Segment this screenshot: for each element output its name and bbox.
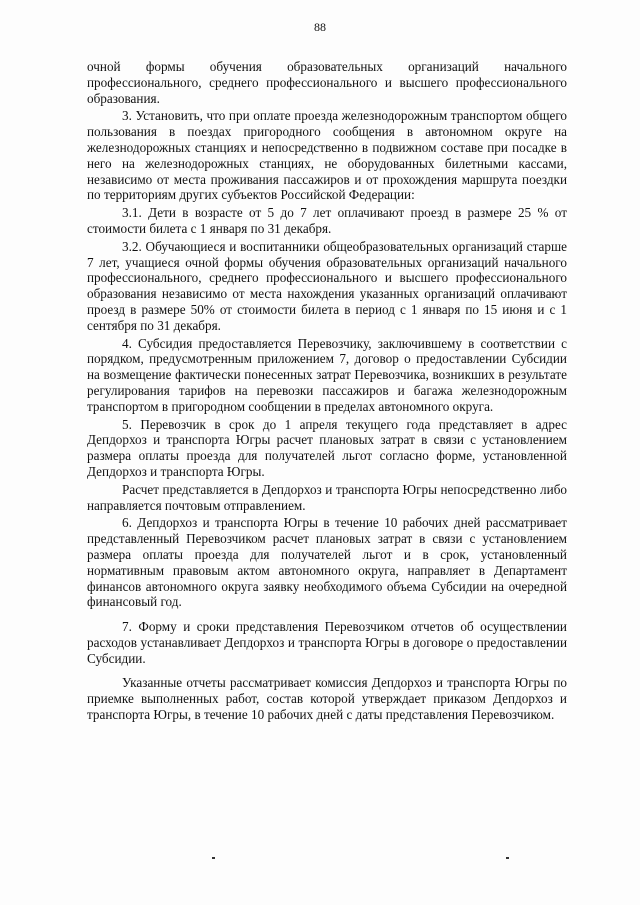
scan-speck <box>506 857 509 859</box>
paragraph-clause-3: 3. Установить, что при оплате проезда железнодорожным транспортом общего пользования в поездах пригородного сообщения в автономном округе на железнодорожных станциях и непосредственно в подвижном составе при посадке в него на железнодорожных станциях, не оборудованных билетными кассами, независимо от места проживания пассажиров и от прохождения маршрута поездки по территориям других субъектов Российской Федерации: <box>87 108 567 203</box>
paragraph-calculation-submission: Расчет представляется в Депдорхоз и транспорта Югры непосредственно либо направляется почтовым отправлением. <box>87 481 567 513</box>
document-body <box>87 59 567 723</box>
page-number: 88 <box>314 20 326 34</box>
paragraph-reports-review: Указанные отчеты рассматривает комиссия Депдорхоз и транспорта Югры по приемке выполненных работ, состав которой утверждает приказом Депдорхоз и транспорта Югры, в течение 10 рабочих дней с даты представления Перевозчиком. <box>87 675 567 723</box>
paragraph-clause-3-2: 3.2. Обучающиеся и воспитанники общеобразовательных организаций старше 7 лет, учащиеся очной формы обучения образовательных организаций начального профессионального, среднего профессионального и высшего профессионального образования независимо от места нахождения указанных организаций оплачивают проезд в размере 50% от стоимости билета в период с 1 января по 15 июня и с 1 сентября по 31 декабря. <box>87 238 567 333</box>
paragraph-clause-6: 6. Депдорхоз и транспорта Югры в течение 10 рабочих дней рассматривает представленный Перевозчиком расчет плановых затрат в связи с установлением размера оплаты проезда для получателей льгот и в срок, установленный нормативным правовым актом автономного округа, направляет в Департамент финансов автономного округа заявку необходимого объема Субсидии на очередной финансовый год. <box>87 515 567 610</box>
paragraph-clause-3-1: 3.1. Дети в возрасте от 5 до 7 лет оплачивают проезд в размере 25 % от стоимости билета с 1 января по 31 декабря. <box>87 205 567 236</box>
paragraph-clause-7: 7. Форму и сроки представления Перевозчиком отчетов об осуществлении расходов устанавливает Депдорхоз и транспорта Югры в договоре о предоставлении Субсидии. <box>87 619 567 666</box>
paragraph-clause-4: 4. Субсидия предоставляется Перевозчику, заключившему в соответствии с порядком, предусмотренным приложением 7, договор о предоставлении Субсидии на возмещение фактически понесенных затрат Перевозчика, возникших в результате регулирования тарифов на перевозки пассажиров и багажа железнодорожным транспортом в пригородном сообщении в пределах автономного округа. <box>87 335 567 414</box>
paragraph-continuation: очной формы обучения образовательных организаций начального профессионального, среднего профессионального и высшего профессионального образования. <box>87 59 567 106</box>
paragraph-clause-5: 5. Перевозчик в срок до 1 апреля текущего года представляет в адрес Депдорхоз и транспорта Югры расчет плановых затрат в связи с установлением размера оплаты проезда для получателей льгот согласно форме, установленной Депдорхоз и транспорта Югры. <box>87 416 567 479</box>
scan-speck <box>212 857 215 859</box>
